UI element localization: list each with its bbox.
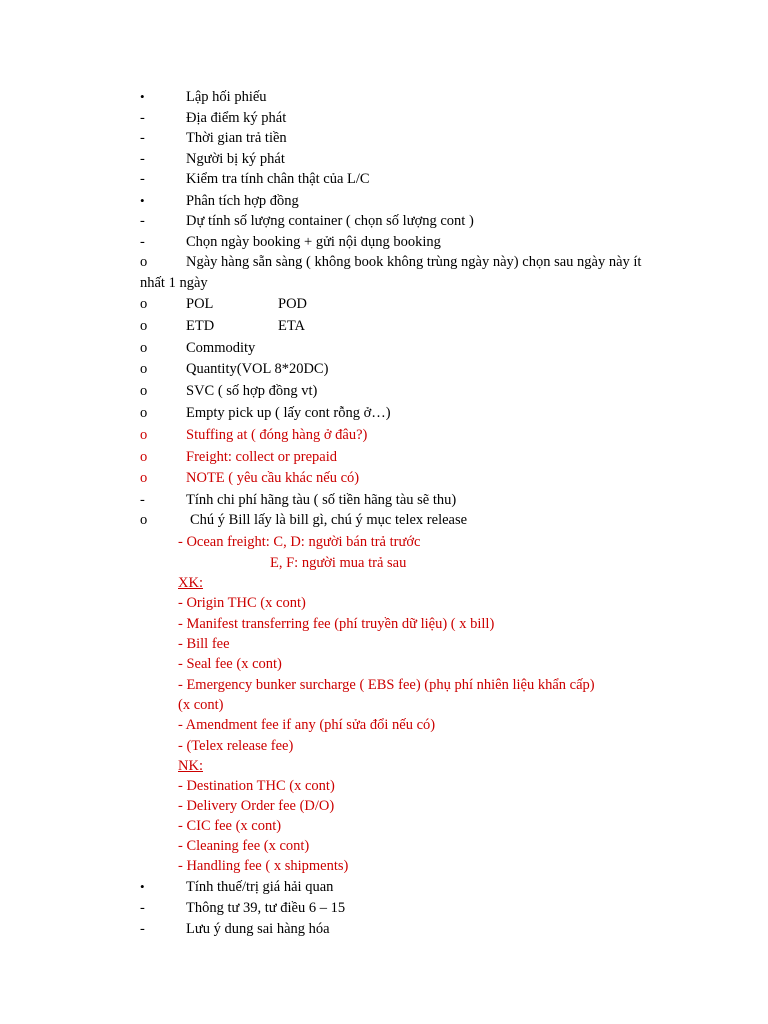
fee-text: - Handling fee ( x shipments) xyxy=(178,858,349,874)
section-heading: Lập hối phiếu xyxy=(186,89,267,105)
dash-marker: - xyxy=(140,151,145,167)
xk-label: XK: xyxy=(178,575,203,591)
dash-marker: - xyxy=(140,492,145,508)
dash-marker: - xyxy=(140,921,145,937)
list-item-text: Kiểm tra tính chân thật của L/C xyxy=(186,171,370,187)
pod-label: POD xyxy=(278,296,308,312)
list-item-text: Commodity xyxy=(186,340,256,356)
fee-text: - Manifest transferring fee (phí truyền dữ liệu) ( x bill) xyxy=(178,616,495,632)
fee-text: - CIC fee (x cont) xyxy=(178,818,282,834)
circle-marker: o xyxy=(140,449,148,465)
list-item-text: Thời gian trả tiền xyxy=(186,130,287,146)
bullet-marker: • xyxy=(140,89,145,104)
list-item-text: Quantity(VOL 8*20DC) xyxy=(186,361,329,377)
dash-marker: - xyxy=(140,130,145,146)
circle-marker: o xyxy=(140,383,148,399)
dash-marker: - xyxy=(140,171,145,187)
dash-marker: - xyxy=(140,234,145,250)
dash-marker: - xyxy=(140,900,145,916)
circle-marker: o xyxy=(140,427,148,443)
list-item-text: Freight: collect or prepaid xyxy=(186,449,337,465)
section-heading: Tính thuế/trị giá hải quan xyxy=(186,879,334,895)
list-item-text: Chú ý Bill lấy là bill gì, chú ý mục telex release xyxy=(190,512,468,528)
circle-marker: o xyxy=(140,318,148,334)
pol-label: POL xyxy=(186,296,214,312)
fee-text: - Seal fee (x cont) xyxy=(178,656,282,672)
dash-marker: - xyxy=(140,110,145,126)
fee-text: (x cont) xyxy=(178,697,224,713)
fee-text: - Bill fee xyxy=(178,636,230,652)
circle-marker: o xyxy=(140,340,148,356)
list-item-text: Ngày hàng sẵn sàng ( không book không trùng ngày này) chọn sau ngày này ít xyxy=(186,254,642,270)
list-item-text: Chọn ngày booking + gửi nội dụng booking xyxy=(186,234,441,250)
eta-label: ETA xyxy=(278,318,306,334)
circle-marker: o xyxy=(140,512,148,528)
list-item-text: Lưu ý dung sai hàng hóa xyxy=(186,921,330,937)
fee-text: - Destination THC (x cont) xyxy=(178,778,335,794)
circle-marker: o xyxy=(140,296,148,312)
fee-text: - Cleaning fee (x cont) xyxy=(178,838,310,854)
list-item-text: Địa điểm ký phát xyxy=(186,110,287,126)
circle-marker: o xyxy=(140,254,148,270)
list-item-text: SVC ( số hợp đồng vt) xyxy=(186,383,318,399)
fee-text: - Ocean freight: C, D: người bán trả trước xyxy=(178,534,421,550)
nk-label: NK: xyxy=(178,758,203,774)
etd-label: ETD xyxy=(186,318,215,334)
bullet-marker: • xyxy=(140,193,145,208)
list-item-text: Thông tư 39, tư điều 6 – 15 xyxy=(186,900,346,916)
bullet-marker: • xyxy=(140,879,145,894)
circle-marker: o xyxy=(140,361,148,377)
fee-text: - Origin THC (x cont) xyxy=(178,595,306,611)
list-item-text: Tính chi phí hãng tàu ( số tiền hãng tàu sẽ thu) xyxy=(186,492,457,508)
fee-text: - Delivery Order fee (D/O) xyxy=(178,798,335,814)
list-item-text: Dự tính số lượng container ( chọn số lượng cont ) xyxy=(186,213,474,229)
fee-text: - Emergency bunker surcharge ( EBS fee) (phụ phí nhiên liệu khẩn cấp) xyxy=(178,677,595,693)
fee-text: - (Telex release fee) xyxy=(178,738,294,754)
list-item-text: Người bị ký phát xyxy=(186,151,285,167)
dash-marker: - xyxy=(140,213,145,229)
list-item-text: Empty pick up ( lấy cont rỗng ở…) xyxy=(186,405,391,421)
fee-text: - Amendment fee if any (phí sửa đổi nếu có) xyxy=(178,717,436,733)
circle-marker: o xyxy=(140,405,148,421)
section-heading: Phân tích hợp đồng xyxy=(186,193,299,209)
list-item-text: Stuffing at ( đóng hàng ở đâu?) xyxy=(186,427,368,443)
fee-text: E, F: người mua trả sau xyxy=(270,555,407,571)
list-item-text: NOTE ( yêu cầu khác nếu có) xyxy=(186,470,360,486)
list-item-text: nhất 1 ngày xyxy=(140,275,208,291)
circle-marker: o xyxy=(140,470,148,486)
